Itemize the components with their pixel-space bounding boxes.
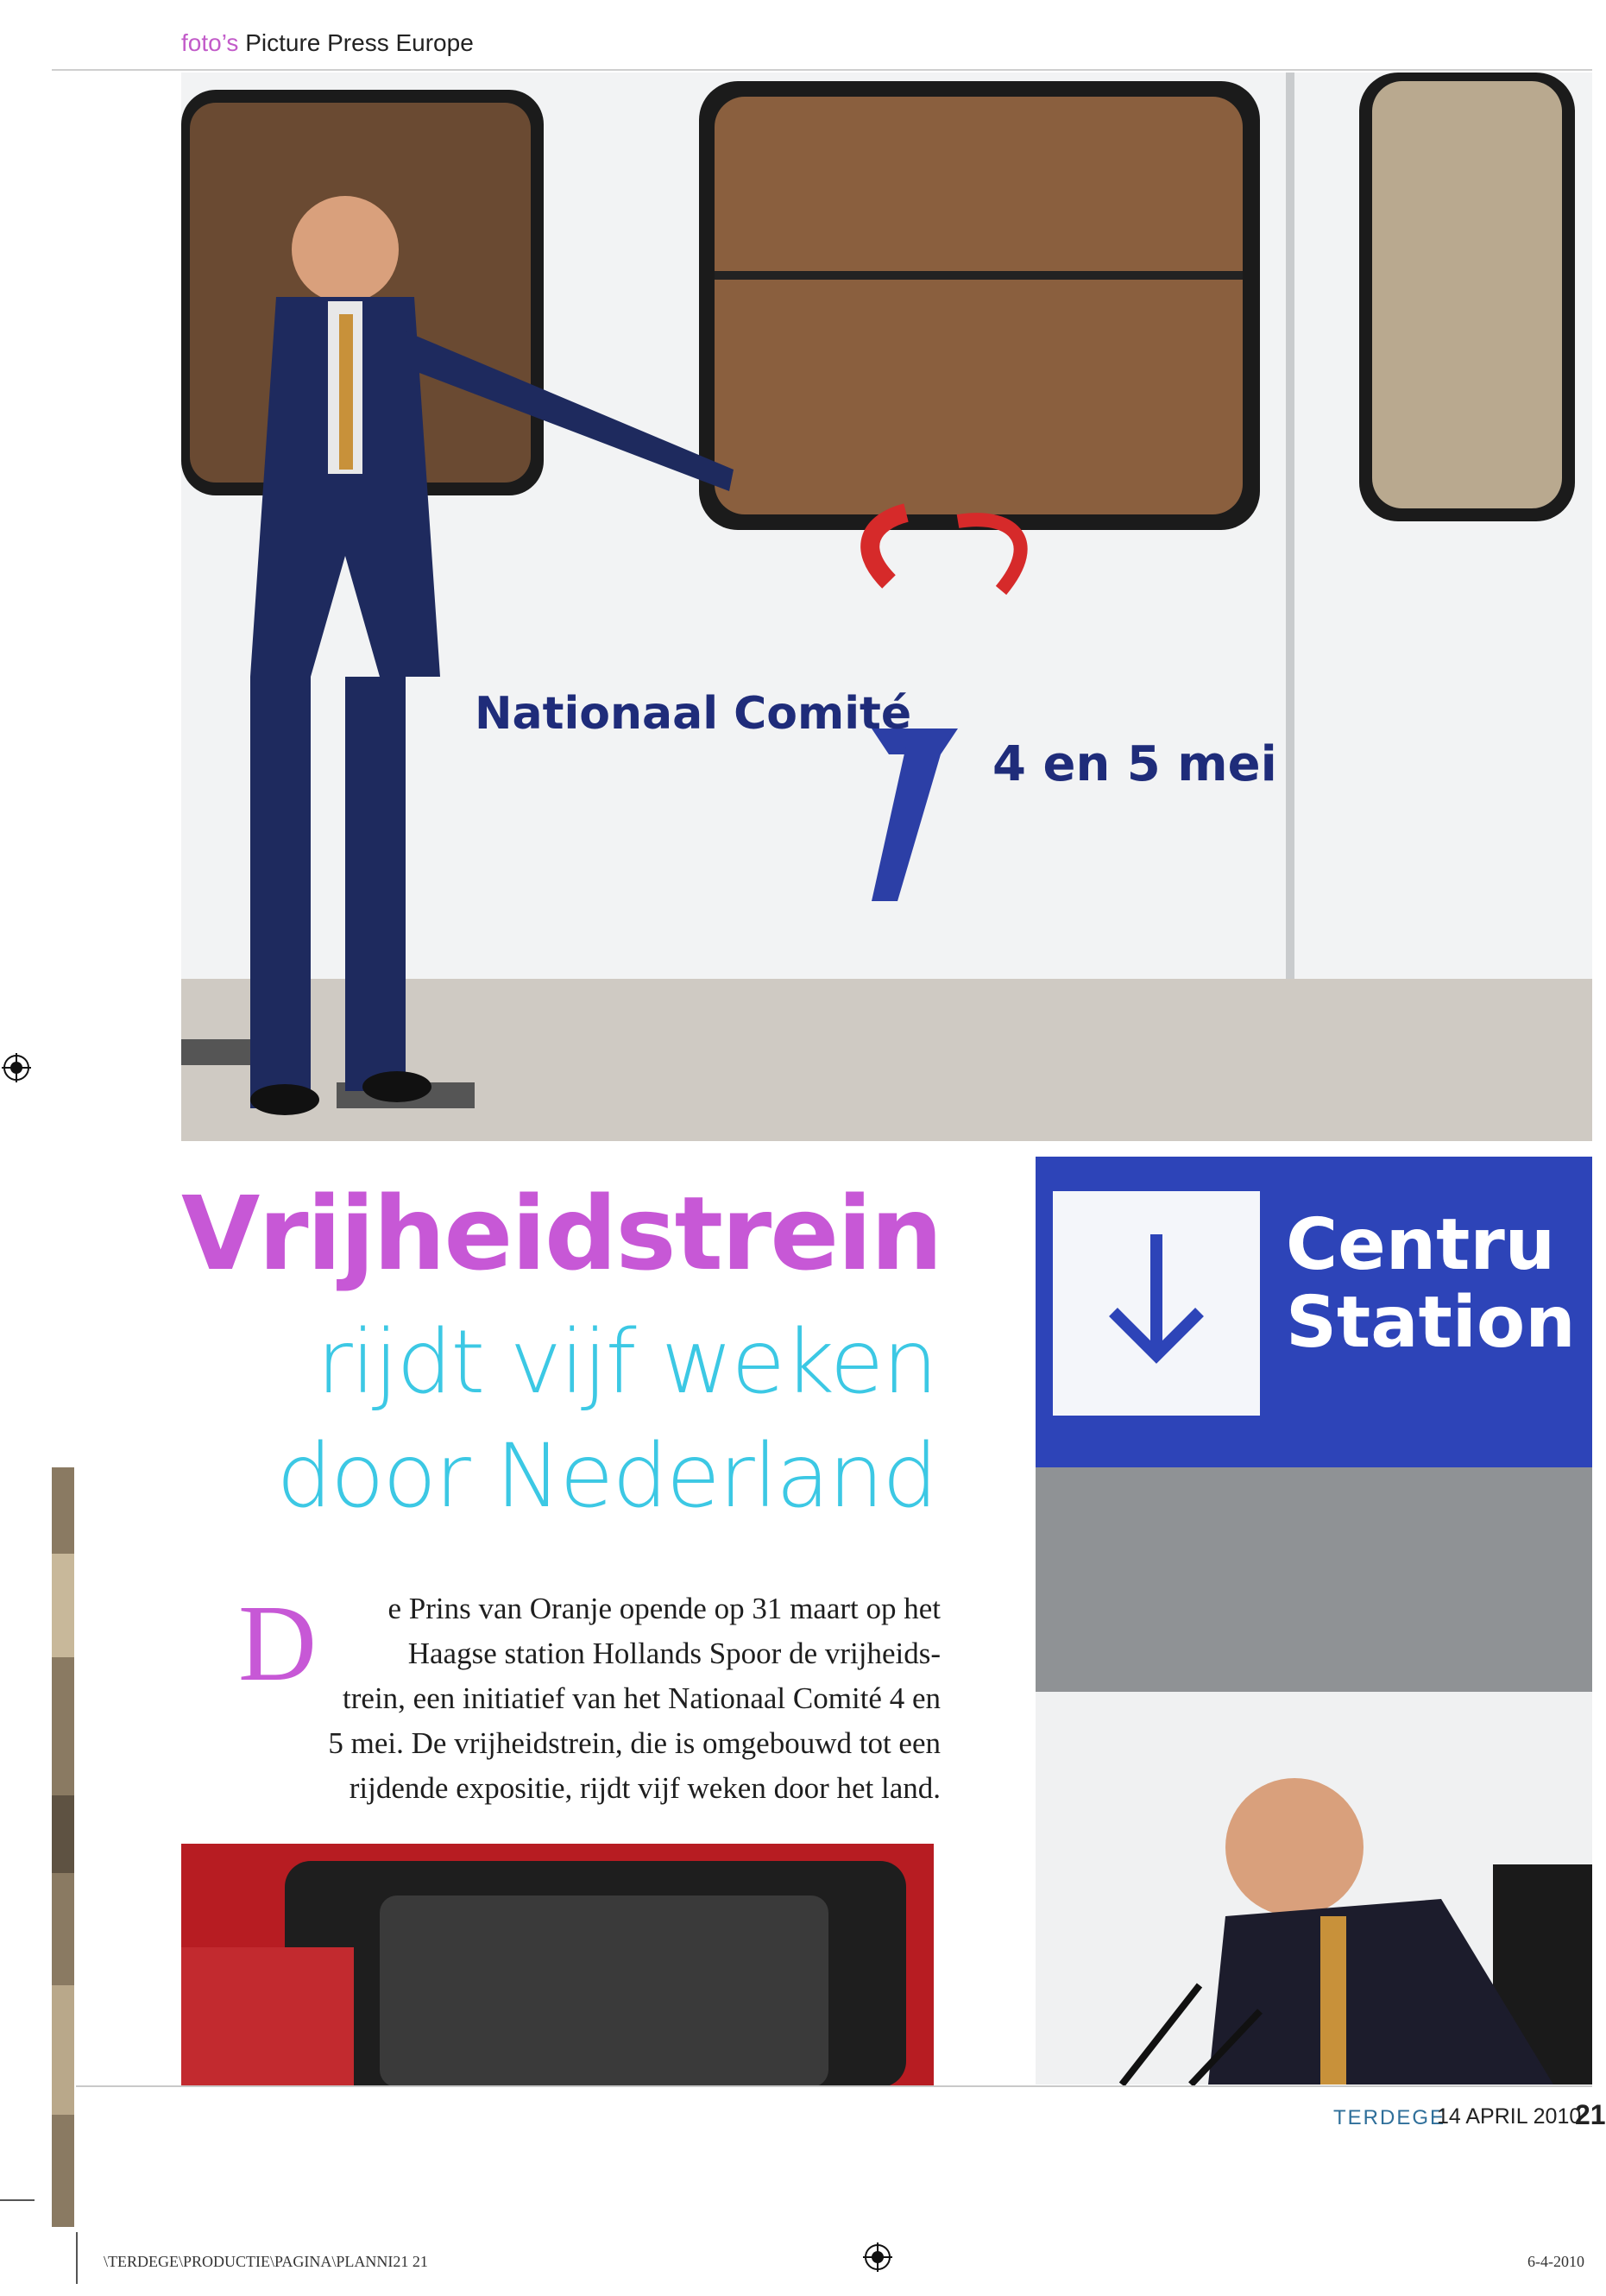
train-detail-illustration (181, 1844, 934, 2087)
top-rule (52, 69, 1592, 71)
print-slug-date: 6-4-2010 (1527, 2253, 1584, 2270)
registration-mark-icon (2, 1053, 31, 1087)
intro-line: 5 mei. De vrijheidstrein, die is omgebouwd tot een (328, 1726, 941, 1760)
registration-mark-icon (863, 2242, 892, 2276)
crop-mark-vertical (76, 2232, 78, 2284)
print-slug-path: \TERDEGE\PRODUCTIE\PAGINA\PLANNI21 21 (104, 2253, 428, 2270)
crop-mark-horizontal (0, 2199, 35, 2201)
main-photo-illustration (181, 73, 1592, 1141)
train-logo-text: Nationaal Comité (475, 688, 912, 740)
right-photo-speaker (1036, 1157, 1592, 2085)
station-sign-line1: Centru (1286, 1204, 1556, 1286)
photo-train-detail (181, 1844, 934, 2087)
publication-name: TERDEGE (1333, 2106, 1446, 2129)
article-intro (259, 1586, 941, 1811)
intro-line: trein, een initiatief van het Nationaal Comité 4 en (343, 1681, 941, 1715)
article-subtitle-line1: rijdt vijf weken (316, 1311, 936, 1414)
article-subtitle-line2: door Nederland (276, 1425, 936, 1528)
train-logo-date: 4 en 5 mei (992, 736, 1277, 792)
footer-rule (76, 2085, 1592, 2087)
article-title: Vrijheidstrein (181, 1174, 942, 1293)
adjacent-page-photo-strip (52, 1467, 74, 2227)
photo-credit (181, 29, 474, 57)
credit-source: Picture Press Europe (245, 29, 474, 56)
intro-line: e Prins van Oranje opende op 31 maart op het (387, 1592, 941, 1625)
main-photo-train (181, 73, 1592, 1141)
intro-line: rijdende expositie, rijdt vijf weken door het land. (349, 1771, 941, 1805)
issue-date: 14 APRIL 2010 (1437, 2104, 1582, 2129)
edge-strip-texture (52, 1467, 74, 2227)
credit-prefix: foto’s (181, 29, 239, 56)
drop-cap: D (238, 1584, 317, 1704)
intro-line: Haagse station Hollands Spoor de vrijheids- (407, 1637, 941, 1670)
station-sign-line2: Station (1286, 1282, 1576, 1364)
right-photo-illustration (1036, 1157, 1592, 2085)
page-number: 21 (1575, 2099, 1606, 2130)
